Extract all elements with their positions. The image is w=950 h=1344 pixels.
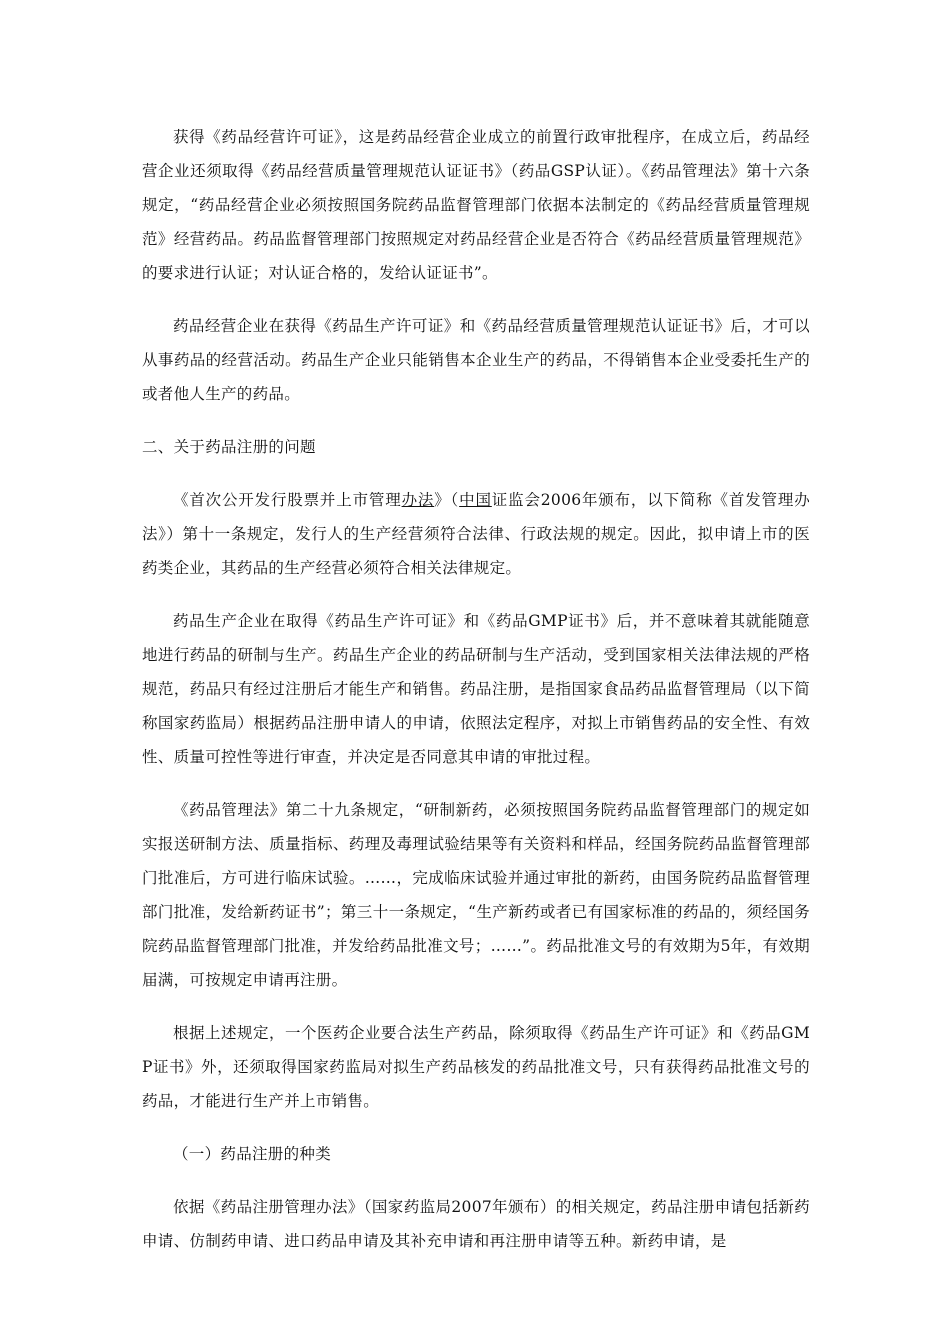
ipo-text-part2: 》（ [434, 491, 460, 509]
paragraph-drug-registration-definition: 药品生产企业在取得《药品生产许可证》和《药品GMP证书》后，并不意味着其就能随意地进行药品的研制与生产。药品生产企业的药品研制与生产活动，受到国家相关法律法规的严格规范，药品只有经过注册后才能生产和销售。药品注册，是指国家食品药品监督管理局（以下简称国家药监局）根据药品注册申请人的申请，依照法定程序，对拟上市销售药品的安全性、有效性、质量可控性等进行审查，并决定是否同意其申请的审批过程。 [142, 612, 810, 766]
link-zhongguo[interactable]: 中国 [459, 491, 492, 509]
section-heading-drug-registration: 二、关于药品注册的问题 [142, 438, 316, 456]
paragraph-operation-conditions: 药品经营企业在获得《药品生产许可证》和《药品经营质量管理规范认证证书》后，才可以从事药品的经营活动。药品生产企业只能销售本企业生产的药品，不得销售本企业受委托生产的或者他人生产的药品。 [142, 317, 810, 403]
paragraph-ipo-rules [142, 483, 810, 585]
document-page [142, 120, 810, 1277]
paragraph-legal-production-requirements: 根据上述规定，一个医药企业要合法生产药品，除须取得《药品生产许可证》和《药品GMP证书》外，还须取得国家药监局对拟生产药品核发的药品批准文号，只有获得药品批准文号的药品，才能进行生产并上市销售。 [142, 1024, 810, 1110]
ipo-text-part3: 证监会2006年颁布，以下简称《首发管理办法》）第十一条规定，发行人的生产经营须符合法律、行政法规的规定。因此，拟申请上市的医药类企业，其药品的生产经营必须符合相关法律规定。 [142, 491, 810, 577]
paragraph-registration-types: 依据《药品注册管理办法》（国家药监局2007年颁布）的相关规定，药品注册申请包括新药申请、仿制药申请、进口药品申请及其补充申请和再注册申请等五种。新药申请，是 [142, 1198, 810, 1250]
ipo-text-part1: 《首次公开发行股票并上市管理 [173, 491, 402, 509]
paragraph-gsp-certification: 获得《药品经营许可证》，这是药品经营企业成立的前置行政审批程序，在成立后，药品经营企业还须取得《药品经营质量管理规范认证证书》（药品GSP认证）。《药品管理法》第十六条规定，“药品经营企业必须按照国务院药品监督管理部门依据本法制定的《药品经营质量管理规范》经营药品。药品监督管理部门按照规定对药品经营企业是否符合《药品经营质量管理规范》的要求进行认证；对认证合格的，发给认证证书”。 [142, 128, 810, 282]
paragraph-drug-law-article-29: 《药品管理法》第二十九条规定，“研制新药，必须按照国务院药品监督管理部门的规定如实报送研制方法、质量指标、药理及毒理试验结果等有关资料和样品，经国务院药品监督管理部门批准后，方可进行临床试验。……，完成临床试验并通过审批的新药，由国务院药品监督管理部门批准，发给新药证书”；第三十一条规定，“生产新药或者已有国家标准的药品的，须经国务院药品监督管理部门批准，并发给药品批准文号；……”。药品批准文号的有效期为5年，有效期届满，可按规定申请再注册。 [142, 801, 810, 989]
link-banfa[interactable]: 办法 [401, 491, 435, 509]
subsection-heading-registration-types: （一）药品注册的种类 [173, 1145, 332, 1163]
